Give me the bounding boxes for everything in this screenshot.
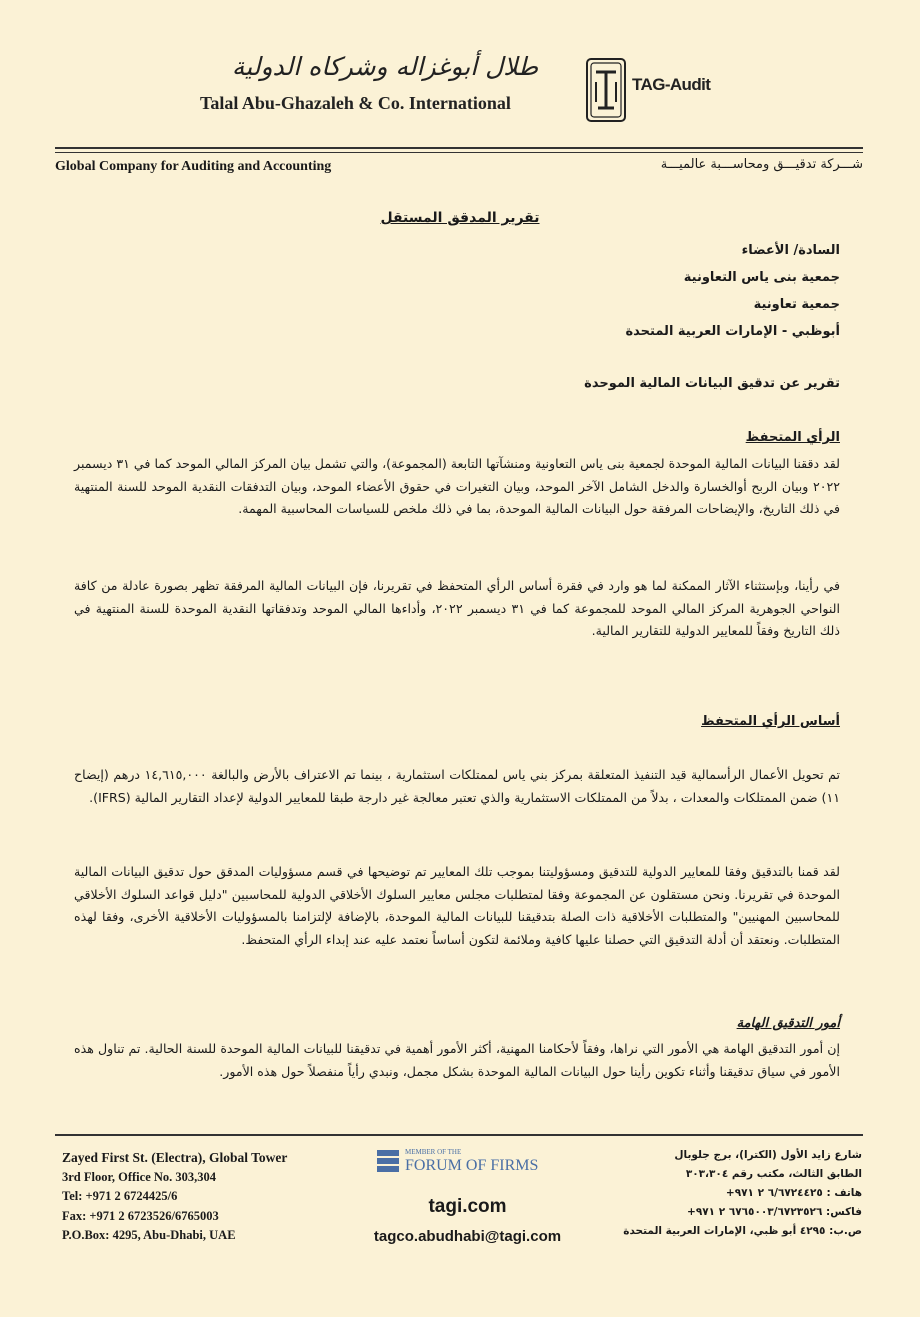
footer-line: فاكس: ٦٧٦٥٠٠٣/٦٧٢٣٥٢٦ ٢ ٩٧١+ [687,1206,862,1218]
forum-of-firms-label: FORUM OF FIRMS [405,1157,539,1174]
addressee-block [440,237,840,345]
website-link[interactable]: tagi.com [428,1196,507,1217]
footer-line: شارع زايد الأول (الكترا)، برج جلوبال [674,1149,862,1161]
email-link[interactable]: tagco.abudhabi@tagi.com [373,1228,562,1245]
footer-line: P.O.Box: 4295, Abu-Dhabi, UAE [62,1228,236,1242]
footer-line: Zayed First St. (Electra), Global Tower [62,1150,288,1165]
addressee-line: السادة/ الأعضاء [741,243,840,258]
firm-name-english: Talal Abu-Ghazaleh & Co. International [200,93,511,113]
footer-line: 3rd Floor, Office No. 303,304 [62,1169,217,1184]
section-heading-key-audit-matters: أمور التدقيق الهامة [736,1016,840,1031]
member-of-label: MEMBER OF THE [405,1148,462,1156]
footer-line: ص.ب: ٤٢٩٥ أبو ظبي، الإمارات العربية المتحدة [623,1225,862,1237]
header-rule [55,147,863,149]
header-rule-thin [55,152,863,153]
addressee-line: جمعية بنى ياس التعاونية [683,270,840,285]
footer-line: هاتف : ٦/٦٧٢٤٤٢٥ ٢ ٩٧١+ [725,1187,862,1199]
paragraph: لقد دققنا البيانات المالية الموحدة لجمعية بنى ياس التعاونية ومنشآتها التابعة (المجموعة)، والتي تشمل بيان المركز المالي الموحد كما في ٣١ ديسمبر ٢٠٢٢ وبيان الربح أوالخسارة والدخل الشامل الآخر الموحد، وبيان التغيرات في حقوق الأعضاء الموحد، وبيان التدفقات النقدية الموحد للسنة المنتهية في ذلك التاريخ، والإيضاحات المرفقة حول البيانات المالية الموحدة، بما في ذلك ملخص للسياسات المحاسبية المهمة. [74,456,840,516]
report-title: تقرير المدقق المستقل [380,210,540,226]
addressee-line: جمعية تعاونية [753,297,840,312]
footer-line: Fax: +971 2 6723526/6765003 [62,1208,219,1223]
footer-address-arabic [577,1146,862,1241]
paragraph: في رأينا، وبإستثناء الآثار الممكنة لما هو وارد في فقرة أساس الرأي المتحفظ في تقريرنا، فإن البيانات المالية المرفقة تظهر بصورة عادلة من كافة النواحي الجوهرية المركز المالي الموحد للمجموعة كما في ٣١ ديسمبر ٢٠٢٢، وأداءها المالي الموحد وتدفقاتها النقدية الموحدة للسنة المنتهية في ذلك التاريخ وفقاً للمعايير الدولية للتقارير المالية. [74,578,841,638]
forum-of-firms-icon [377,1150,399,1180]
paragraph: تم تحويل الأعمال الرأسمالية قيد التنفيذ المتعلقة بمركز بني ياس لممتلكات استثمارية ، بينما تم الاعتراف بالأرض والبالغة ١٤,٦١٥,٠٠٠ درهم (إيضاح ١١) ضمن الممتلكات والمعدات ، بدلاً من الممتلكات الاستثمارية والذي تعتبر معالجة غير دارجة طبقا للمعايير الدولية لإعداد التقارير المالية (IFRS). [74,767,840,805]
addressee-line: أبوظبي - الإمارات العربية المتحدة [625,324,840,339]
footer-address-english [62,1148,352,1246]
firm-name-arabic: طلال أبوغزاله وشركاه الدولية [231,52,539,81]
footer-line: الطابق الثالث، مكتب رقم ٣٠٣،٣٠٤ [685,1168,862,1180]
paragraph: لقد قمنا بالتدقيق وفقا للمعايير الدولية للتدقيق ومسؤوليتنا بموجب تلك المعايير تم توضيحها في قسم مسؤوليات المدقق حول تدقيق البيانات المالية الموحدة في تقريرنا. ونحن مستقلون عن المجموعة وفقا لمتطلبات مجلس معايير السلوك الأخلاقي الدولية للمحاسبين "دليل قواعد السلوك الأخلاقي للمحاسبين المهنيين" والمتطلبات الأخلاقية ذات الصلة بتدقيقنا للبيانات المالية الموحدة، بالإضافة لإلتزامنا بالمسؤوليات الأخلاقية الأخرى، وفقا لهذه المتطلبات. ونعتقد أن أدلة التدقيق التي حصلنا عليها كافية وملائمة لتكون أساساً نعتمد عليه عند إبداء الرأي المتحفظ. [74,864,840,947]
paragraph: إن أمور التدقيق الهامة هي الأمور التي نراها، وفقاً لأحكامنا المهنية، أكثر الأمور أهمية في تدقيقنا للبيانات المالية الموحدة للسنة الحالية. تم تناول هذه الأمور في سياق تدقيقنا وأثناء تكوين رأينا حول البيانات المالية الموحدة بشكل مجمل، ونبدي رأياً منفصلاً حول هذه الأمور. [74,1041,840,1079]
brand-name: TAG-Audit [632,75,711,94]
tag-emblem-icon [586,58,626,122]
footer-line: Tel: +971 2 6724425/6 [62,1189,178,1203]
report-subject: تقرير عن تدقيق البيانات المالية الموحدة [584,376,840,391]
section-heading-basis-for-opinion: أساس الرأي المتحفظ [701,714,840,729]
tagline-arabic: شـــركة تدقيـــق ومحاســـبة عالميـــة [660,157,863,172]
tagline-english: Global Company for Auditing and Accounting [55,159,332,174]
section-heading-qualified-opinion: الرأي المتحفظ [745,430,840,445]
footer-rule [55,1134,863,1136]
